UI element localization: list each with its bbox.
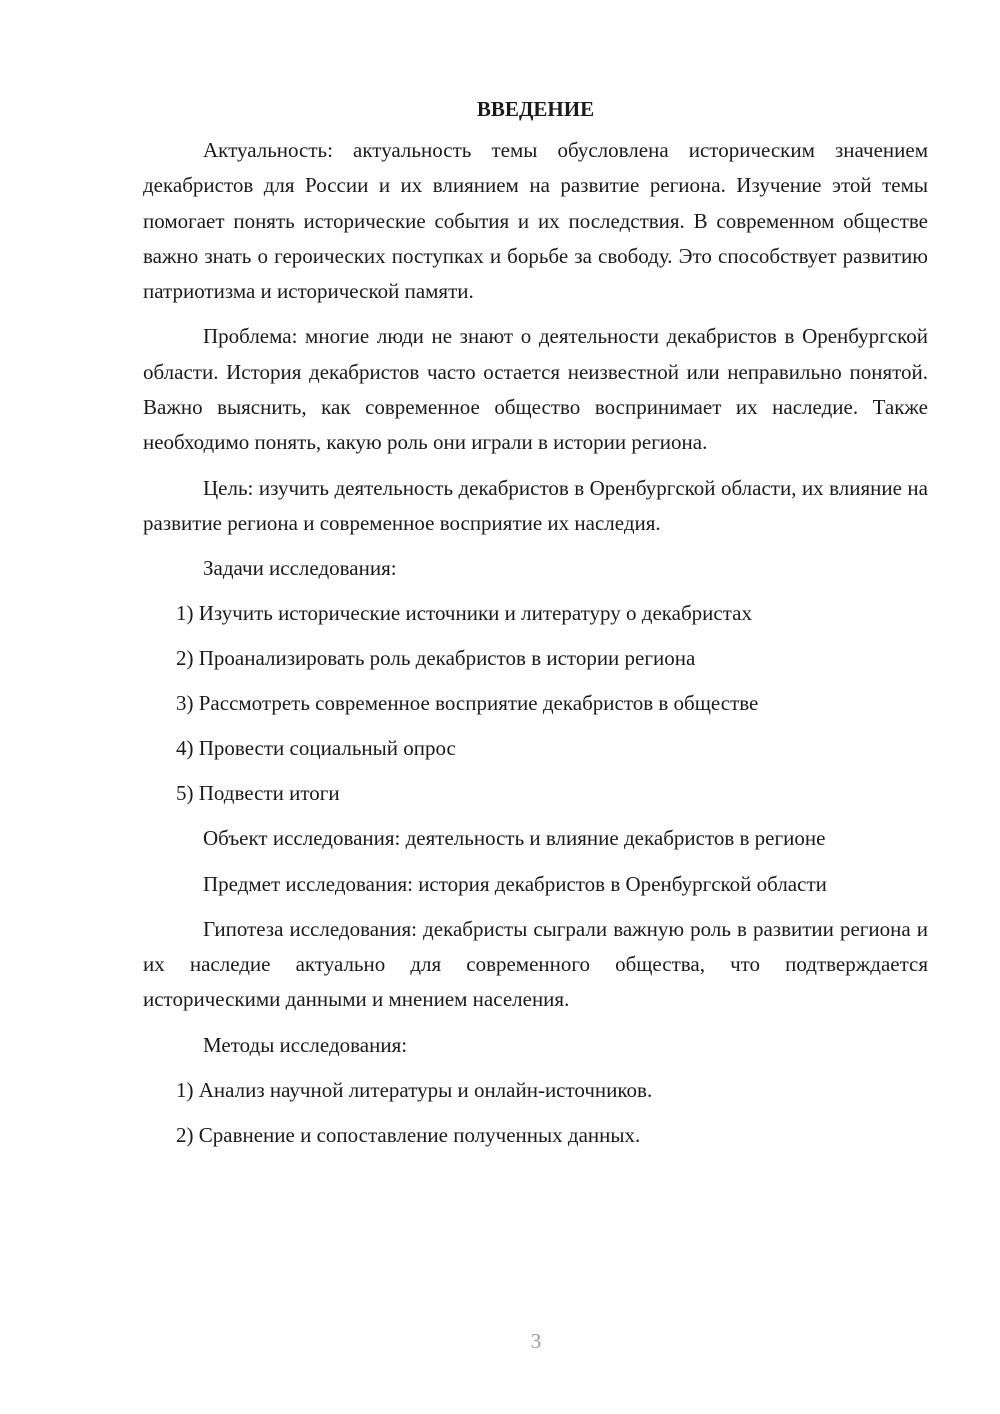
list-item: 2) Сравнение и сопоставление полученных данных. — [176, 1122, 641, 1147]
list-item: 1) Изучить исторические источники и литературу о декабристах — [176, 601, 752, 626]
problem-paragraph: Проблема: многие люди не знают о деятельности декабристов в Оренбургской области. История декабристов часто остается неизвестной или неправильно понятой. Важно выяснить, как современное общество воспринимает их наследие. Также необходимо понять, какую роль они играли в истории региона. — [143, 324, 928, 455]
methods-list — [143, 1073, 928, 1153]
page-number: 3 — [530, 1329, 542, 1353]
list-item: 2) Проанализировать роль декабристов в истории региона — [176, 646, 696, 671]
methods-label: Методы исследования: — [203, 1032, 408, 1057]
list-item: 3) Рассмотреть современное восприятие декабристов в обществе — [176, 691, 759, 716]
tasks-list — [143, 596, 928, 811]
list-item: 5) Подвести итоги — [176, 781, 340, 806]
list-item: 1) Анализ научной литературы и онлайн-источников. — [176, 1077, 653, 1102]
list-item: 4) Провести социальный опрос — [176, 736, 456, 761]
tasks-label: Задачи исследования: — [203, 556, 397, 581]
hypothesis-paragraph: Гипотеза исследования: декабристы сыграли важную роль в развитии региона и их наследие актуально для современного общества, что подтверждается историческими данными и мнением населения. — [143, 916, 928, 1012]
goal-paragraph: Цель: изучить деятельность декабристов в Оренбургской области, их влияние на развитие региона и современное восприятие их наследия. — [143, 475, 928, 535]
object-paragraph: Объект исследования: деятельность и влияние декабристов в регионе — [203, 826, 826, 851]
section-title: ВВЕДЕНИЕ — [476, 97, 595, 121]
subject-paragraph: Предмет исследования: история декабристов в Оренбургской области — [203, 871, 827, 896]
relevance-paragraph: Актуальность: актуальность темы обусловлена историческим значением декабристов для России и их влиянием на развитие региона. Изучение этой темы помогает понять исторические события и их последствия. В современном обществе важно знать о героических поступках и борьбе за свободу. Это способствует развитию патриотизма и исторической памяти. — [143, 138, 928, 304]
document-page — [143, 92, 928, 1163]
